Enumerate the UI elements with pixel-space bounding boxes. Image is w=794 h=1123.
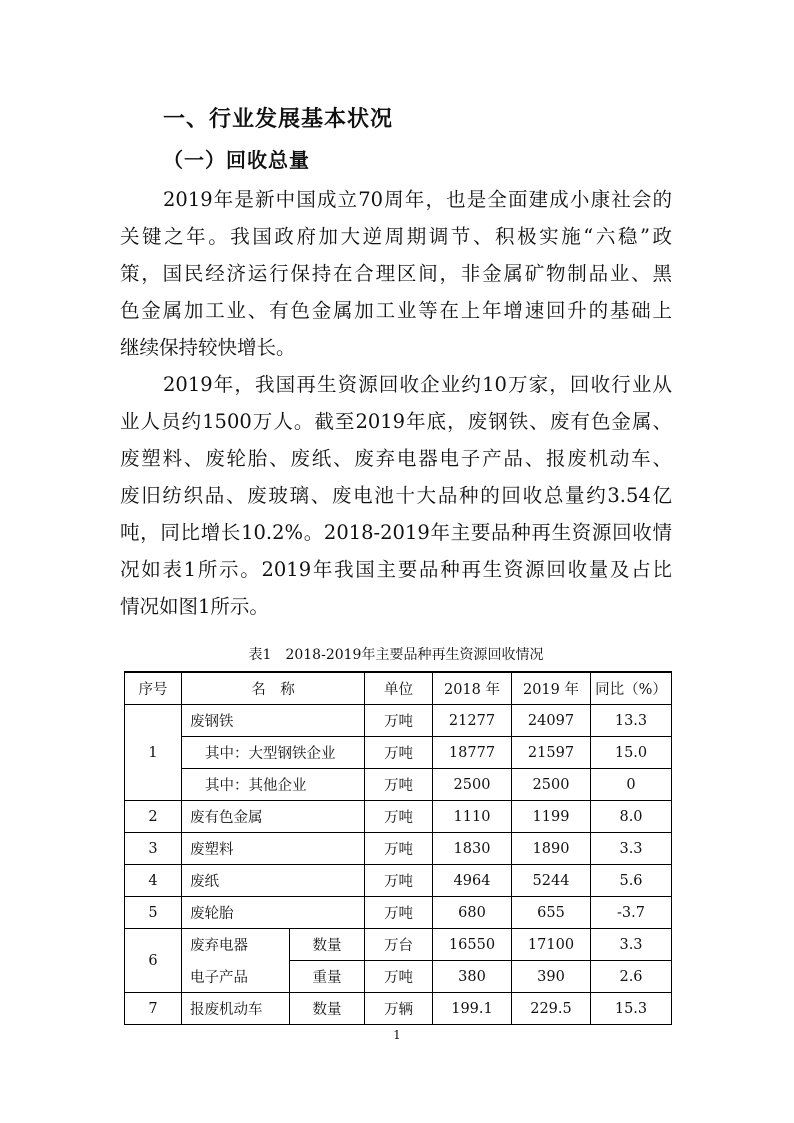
table-caption: 表1 2018-2019年主要品种再生资源回收情况 <box>248 647 544 663</box>
paragraph-line: 吨，同比增长10.2%。2018-2019年主要品种再生资源回收情 <box>120 521 672 544</box>
row-number: 6 <box>125 929 182 993</box>
unit-cell: 万吨 <box>365 801 433 833</box>
item-name: 废纸 <box>182 865 365 897</box>
item-name: 废钢铁 <box>182 705 365 737</box>
measure-cell: 数量 <box>290 929 365 961</box>
yoy-cell: -3.7 <box>591 897 672 929</box>
paragraph-line: 情况如图1所示。 <box>120 595 269 618</box>
table-row <box>125 769 672 801</box>
table-row <box>125 705 672 737</box>
row-number: 4 <box>125 865 182 897</box>
value-2019: 5244 <box>512 865 591 897</box>
measure-cell: 数量 <box>290 993 365 1025</box>
unit-cell: 万吨 <box>365 897 433 929</box>
value-2019: 229.5 <box>512 993 591 1025</box>
yoy-cell: 13.3 <box>591 705 672 737</box>
value-2019: 24097 <box>512 705 591 737</box>
paragraph-line: 2019年是新中国成立70周年，也是全面建成小康社会的 <box>163 188 672 211</box>
header-cell: 2018 年 <box>433 672 512 705</box>
value-2019: 2500 <box>512 769 591 801</box>
value-2018: 1830 <box>433 833 512 865</box>
table-row <box>125 833 672 865</box>
value-2018: 18777 <box>433 737 512 769</box>
paragraph-line: 况如表1所示。2019年我国主要品种再生资源回收量及占比 <box>120 558 672 581</box>
item-name: 废塑料 <box>182 833 365 865</box>
header-cell: 同比（%） <box>591 672 672 705</box>
yoy-cell: 8.0 <box>591 801 672 833</box>
value-2018: 2500 <box>433 769 512 801</box>
value-2019: 1199 <box>512 801 591 833</box>
unit-cell: 万吨 <box>365 737 433 769</box>
value-2019: 655 <box>512 897 591 929</box>
value-2019: 21597 <box>512 737 591 769</box>
table-row <box>125 801 672 833</box>
value-2019: 390 <box>512 961 591 993</box>
header-cell: 名 称 <box>182 672 365 705</box>
row-number: 3 <box>125 833 182 865</box>
recycling-table <box>124 671 672 1025</box>
row-number: 2 <box>125 801 182 833</box>
table-row <box>125 897 672 929</box>
row-number: 5 <box>125 897 182 929</box>
unit-cell: 万台 <box>365 929 433 961</box>
header-cell: 单位 <box>365 672 433 705</box>
value-2018: 4964 <box>433 865 512 897</box>
value-2018: 199.1 <box>433 993 512 1025</box>
unit-cell: 万吨 <box>365 961 433 993</box>
yoy-cell: 15.3 <box>591 993 672 1025</box>
measure-cell: 重量 <box>290 961 365 993</box>
yoy-cell: 2.6 <box>591 961 672 993</box>
item-name-line-1: 废弃电器 <box>182 929 290 961</box>
table-row <box>125 993 672 1025</box>
unit-cell: 万吨 <box>365 833 433 865</box>
yoy-cell: 0 <box>591 769 672 801</box>
yoy-cell: 3.3 <box>591 929 672 961</box>
paragraph-line: 2019年，我国再生资源回收企业约10万家，回收行业从 <box>163 373 672 396</box>
page-number: 1 <box>393 1028 401 1042</box>
value-2018: 680 <box>433 897 512 929</box>
subsection-heading: （一）回收总量 <box>163 148 310 172</box>
unit-cell: 万吨 <box>365 865 433 897</box>
unit-cell: 万吨 <box>365 769 433 801</box>
value-2018: 1110 <box>433 801 512 833</box>
paragraph-line: 继续保持较快增长。 <box>120 336 296 359</box>
paragraph-line: 废塑料、废轮胎、废纸、废弃电器电子产品、报废机动车、 <box>120 447 672 470</box>
header-cell: 2019 年 <box>512 672 591 705</box>
table-row <box>125 737 672 769</box>
section-heading: 一、行业发展基本状况 <box>163 107 394 132</box>
paragraph-line: 色金属加工业、有色金属加工业等在上年增速回升的基础上 <box>120 299 672 322</box>
row-number: 1 <box>125 705 182 801</box>
table-row <box>125 929 672 961</box>
table-row <box>125 865 672 897</box>
header-cell: 序号 <box>125 672 182 705</box>
value-2019: 17100 <box>512 929 591 961</box>
unit-cell: 万吨 <box>365 705 433 737</box>
paragraph-line: 业人员约1500万人。截至2019年底，废钢铁、废有色金属、 <box>120 410 672 433</box>
yoy-cell: 15.0 <box>591 737 672 769</box>
paragraph-line: 策，国民经济运行保持在合理区间，非金属矿物制品业、黑 <box>120 262 672 285</box>
yoy-cell: 5.6 <box>591 865 672 897</box>
value-2018: 16550 <box>433 929 512 961</box>
unit-cell: 万辆 <box>365 993 433 1025</box>
yoy-cell: 3.3 <box>591 833 672 865</box>
value-2018: 21277 <box>433 705 512 737</box>
item-name: 废有色金属 <box>182 801 365 833</box>
item-name: 其中：大型钢铁企业 <box>182 737 365 769</box>
row-number: 7 <box>125 993 182 1025</box>
table-row <box>125 961 672 993</box>
item-name: 报废机动车 <box>182 993 290 1025</box>
value-2018: 380 <box>433 961 512 993</box>
table-header-row <box>125 672 672 705</box>
item-name-line-2: 电子产品 <box>182 961 290 993</box>
item-name: 废轮胎 <box>182 897 365 929</box>
paragraph-line: 关键之年。我国政府加大逆周期调节、积极实施“六稳”政 <box>120 225 672 248</box>
item-name: 其中：其他企业 <box>182 769 365 801</box>
paragraph-line: 废旧纺织品、废玻璃、废电池十大品种的回收总量约3.54亿 <box>120 484 672 507</box>
value-2019: 1890 <box>512 833 591 865</box>
